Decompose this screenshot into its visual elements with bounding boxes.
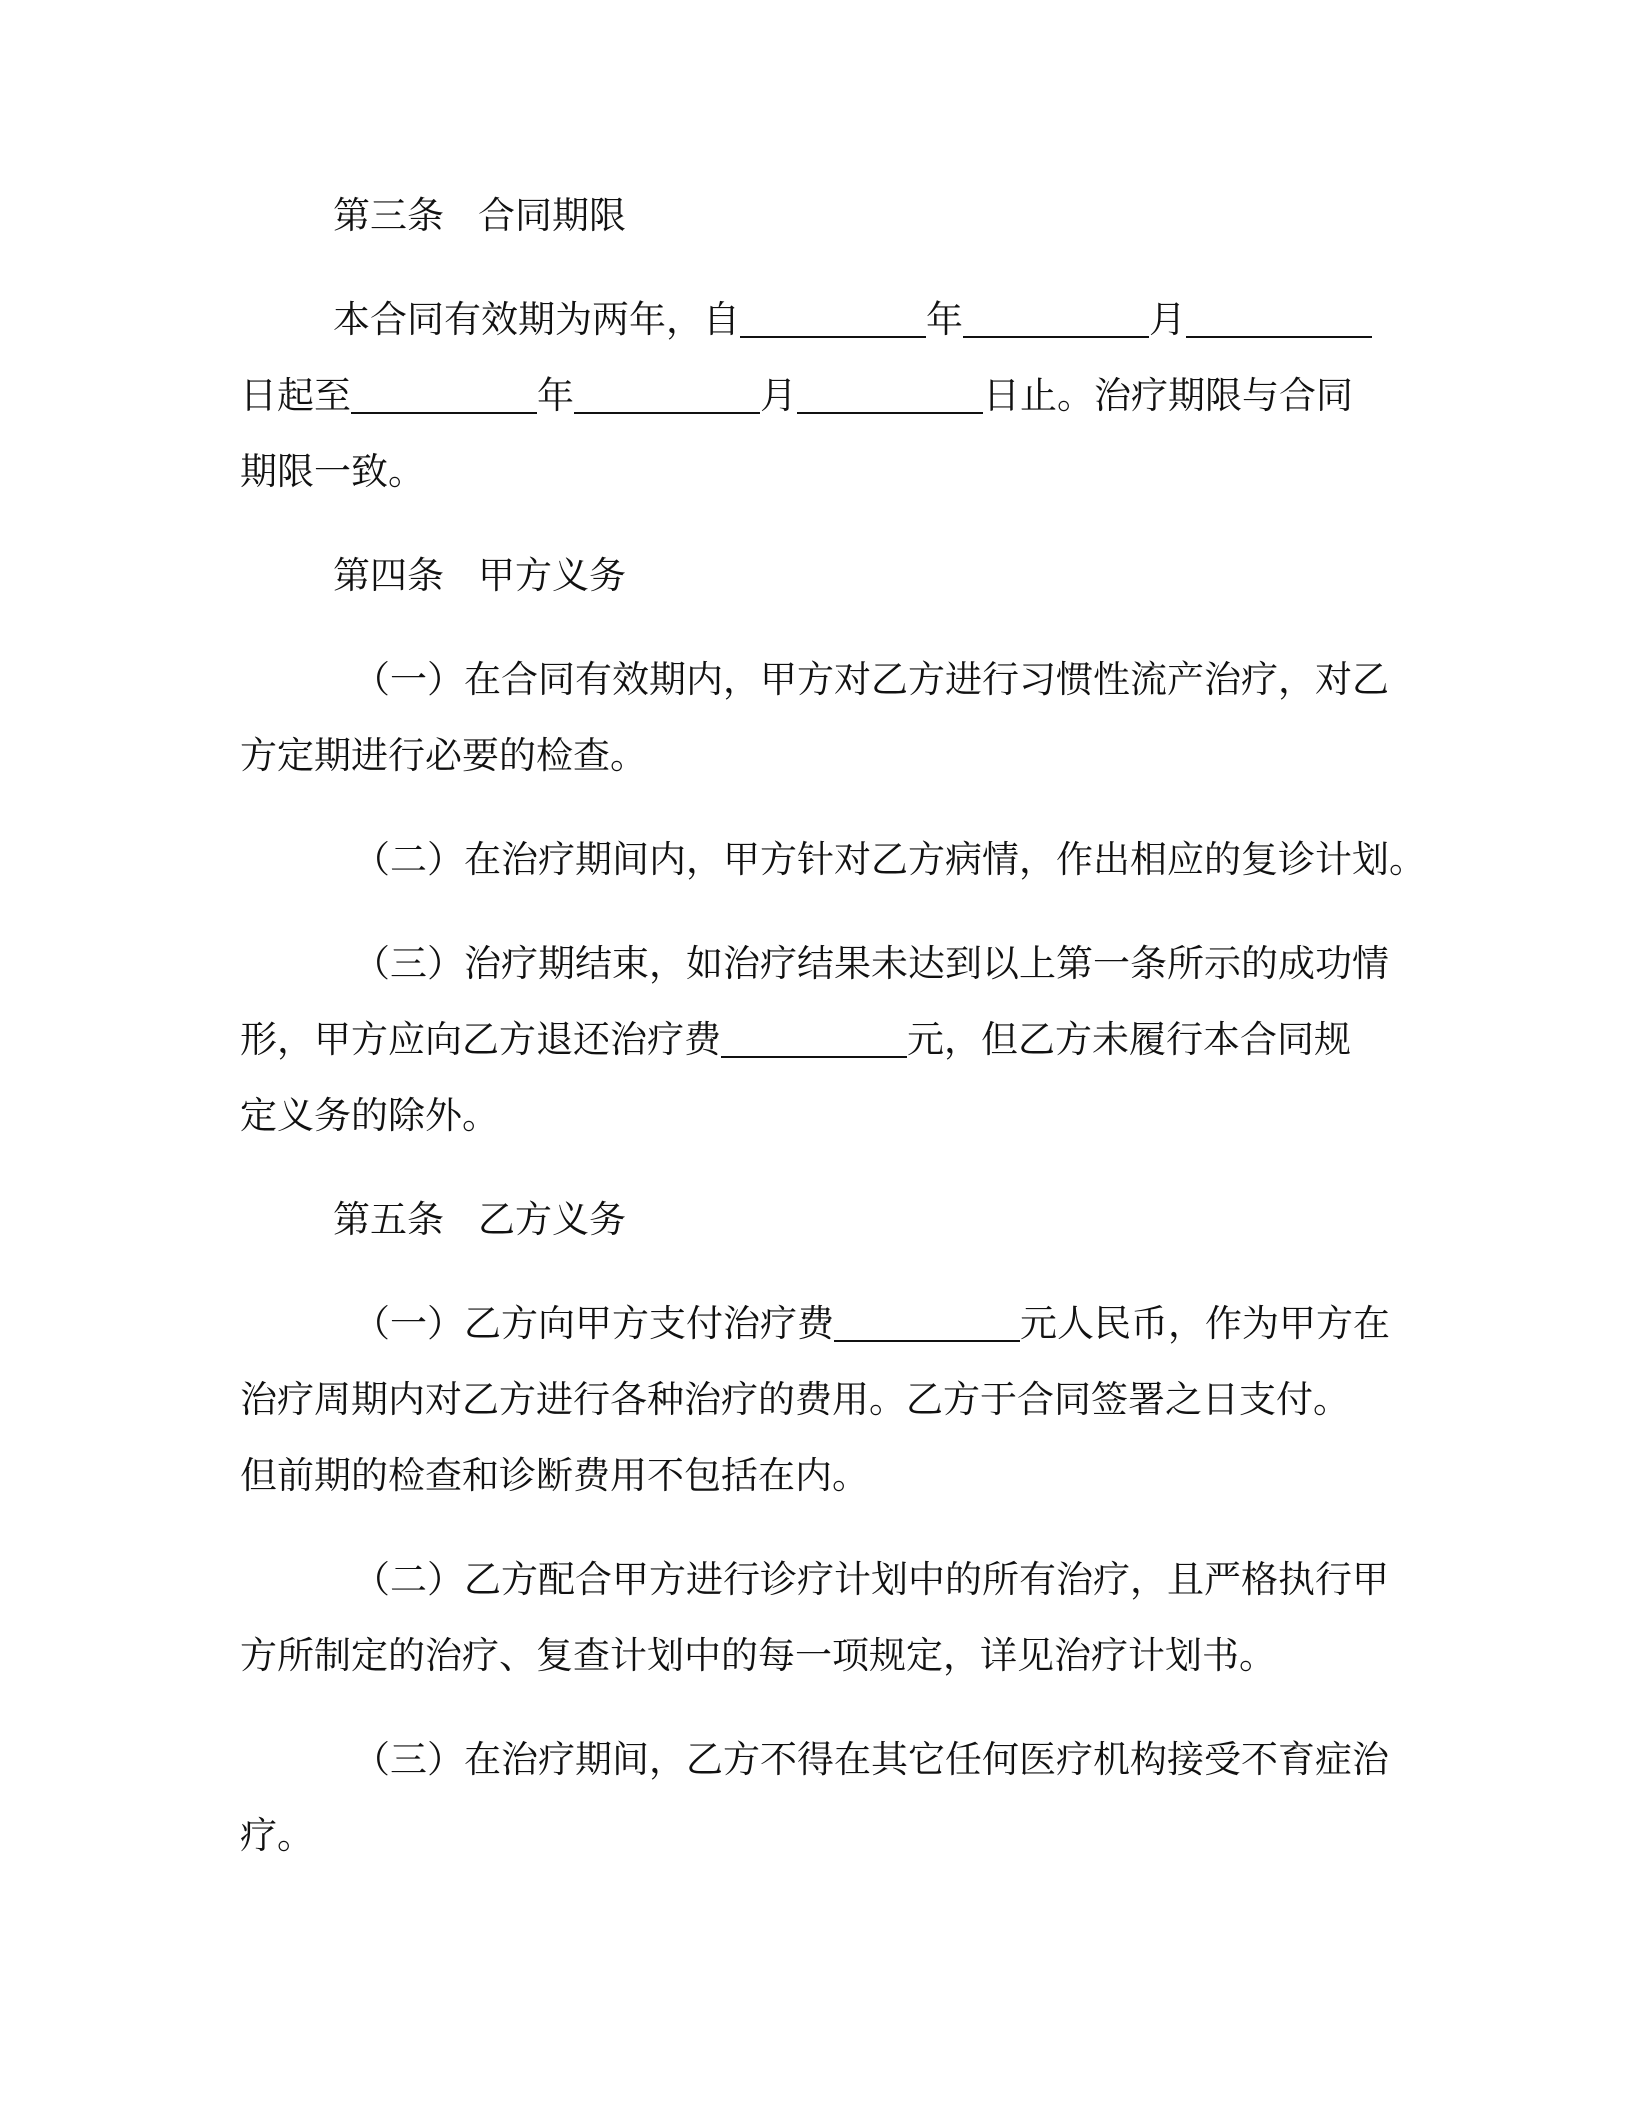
article3-line-1 — [333, 296, 1372, 344]
text-segment: 元人民币，作为甲方在 — [1020, 1302, 1390, 1345]
article4-clause-1-line-2 — [240, 732, 647, 780]
fill-blank-end-year[interactable] — [351, 378, 537, 414]
article4-clause-3-line-2 — [240, 1016, 1351, 1064]
article5-clause-1-line-1 — [353, 1300, 1390, 1348]
text-segment: 日起至 — [240, 374, 351, 417]
article5-clause-1-line-2 — [240, 1376, 1350, 1424]
article5-clause-3-line-2 — [240, 1812, 314, 1860]
article4-heading-number: 第四条 — [333, 554, 444, 597]
article3-heading-number: 第三条 — [333, 194, 444, 237]
text-segment: （一）在合同有效期内，甲方对乙方进行习惯性流产治疗，对乙 — [353, 658, 1389, 701]
fill-blank-treatment-fee[interactable] — [834, 1306, 1020, 1342]
text-segment: （二）在治疗期间内，甲方针对乙方病情，作出相应的复诊计划。 — [353, 838, 1426, 881]
article4-clause-2-line-1 — [353, 836, 1426, 884]
article4-heading — [333, 552, 626, 600]
text-segment: 治疗周期内对乙方进行各种治疗的费用。乙方于合同签署之日支付。 — [240, 1378, 1350, 1421]
article3-heading — [333, 192, 626, 240]
article5-clause-2-line-2 — [240, 1632, 1276, 1680]
text-segment: 方所制定的治疗、复查计划中的每一项规定，详见治疗计划书。 — [240, 1634, 1276, 1677]
text-segment: （三）治疗期结束，如治疗结果未达到以上第一条所示的成功情 — [353, 942, 1389, 985]
fill-blank-start-day[interactable] — [1186, 302, 1372, 338]
fill-blank-end-month[interactable] — [574, 378, 760, 414]
fill-blank-start-year[interactable] — [740, 302, 926, 338]
text-segment: 期限一致。 — [240, 450, 425, 493]
article5-heading — [333, 1196, 626, 1244]
article5-clause-1-line-3 — [240, 1452, 869, 1500]
article5-clause-2-line-1 — [353, 1556, 1389, 1604]
text-segment: 月 — [1149, 298, 1186, 341]
text-segment: 定义务的除外。 — [240, 1094, 499, 1137]
article3-heading-title: 合同期限 — [478, 194, 626, 237]
text-segment: 月 — [760, 374, 797, 417]
text-segment: 年 — [926, 298, 963, 341]
text-segment: （二）乙方配合甲方进行诊疗计划中的所有治疗，且严格执行甲 — [353, 1558, 1389, 1601]
text-segment: （三）在治疗期间，乙方不得在其它任何医疗机构接受不育症治 — [353, 1738, 1389, 1781]
article4-clause-3-line-3 — [240, 1092, 499, 1140]
article3-line-3 — [240, 448, 425, 496]
text-segment: 但前期的检查和诊断费用不包括在内。 — [240, 1454, 869, 1497]
article3-line-2 — [240, 372, 1353, 420]
text-segment: 方定期进行必要的检查。 — [240, 734, 647, 777]
fill-blank-end-day[interactable] — [797, 378, 983, 414]
text-segment: 元，但乙方未履行本合同规 — [907, 1018, 1351, 1061]
fill-blank-start-month[interactable] — [963, 302, 1149, 338]
article4-heading-title: 甲方义务 — [478, 554, 626, 597]
article4-clause-1-line-1 — [353, 656, 1389, 704]
text-segment: 疗。 — [240, 1814, 314, 1857]
text-segment: 年 — [537, 374, 574, 417]
fill-blank-refund-amount[interactable] — [721, 1022, 907, 1058]
article4-clause-3-line-1 — [353, 940, 1389, 988]
article5-heading-number: 第五条 — [333, 1198, 444, 1241]
text-segment: 形，甲方应向乙方退还治疗费 — [240, 1018, 721, 1061]
article5-heading-title: 乙方义务 — [478, 1198, 626, 1241]
text-segment: 日止。治疗期限与合同 — [983, 374, 1353, 417]
text-segment: （一）乙方向甲方支付治疗费 — [353, 1302, 834, 1345]
article5-clause-3-line-1 — [353, 1736, 1389, 1784]
text-segment: 本合同有效期为两年，自 — [333, 298, 740, 341]
